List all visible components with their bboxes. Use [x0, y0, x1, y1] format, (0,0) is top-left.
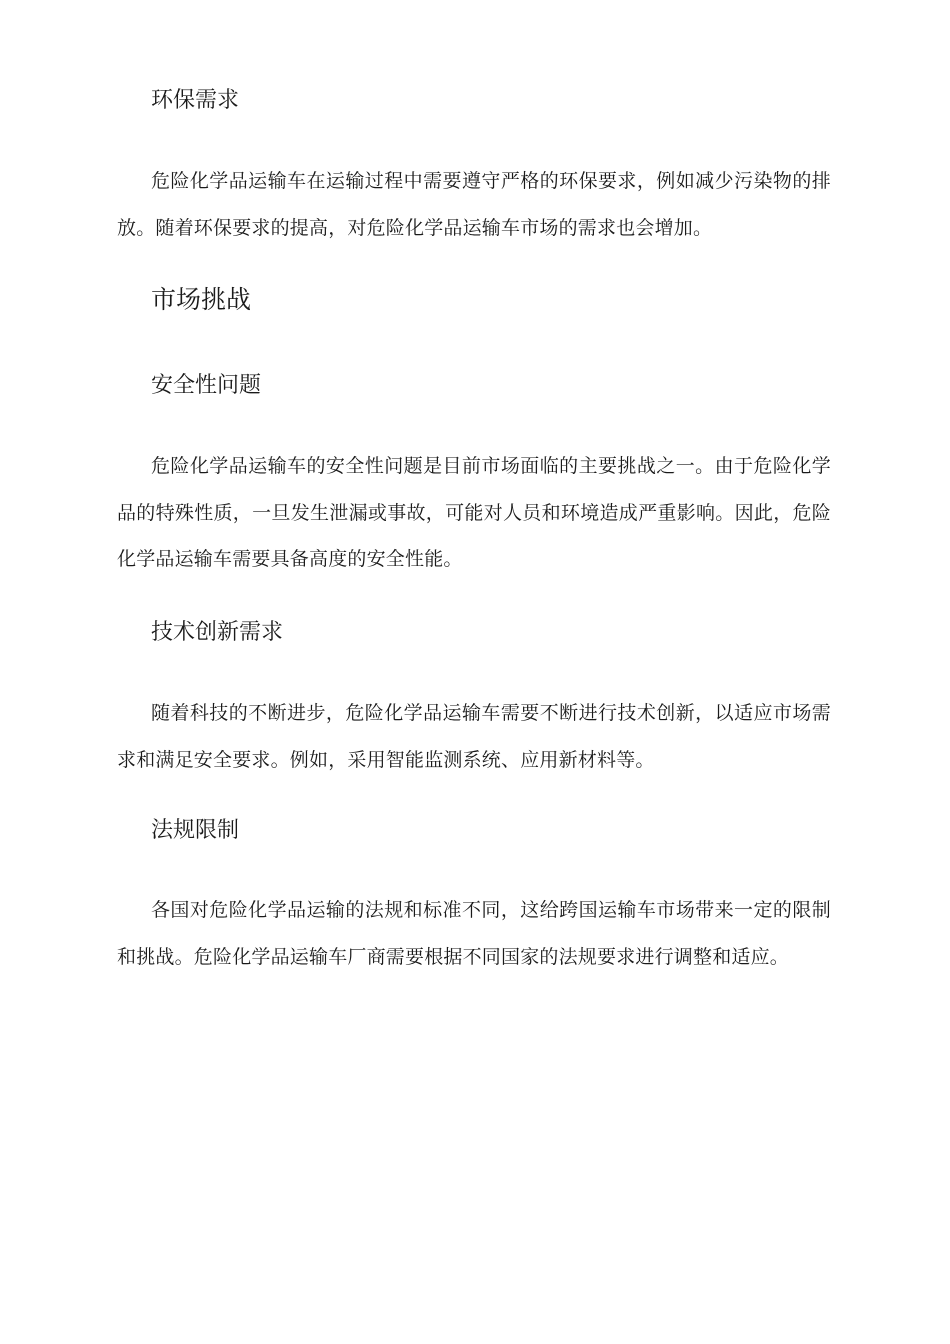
section-heading-env-demand: 环保需求: [151, 88, 240, 113]
paragraph-tech-innovation: 随着科技的不断进步，危险化学品运输车需要不断进行技术创新，以适应市场需求和满足安全要求。例如，采用智能监测系统、应用新材料等。: [117, 702, 831, 771]
section-heading-tech-innovation: 技术创新需求: [151, 620, 284, 645]
section-heading-regulation: 法规限制: [151, 818, 240, 843]
section-heading-market-challenges: 市场挑战: [151, 285, 252, 314]
paragraph-regulation: 各国对危险化学品运输的法规和标准不同，这给跨国运输车市场带来一定的限制和挑战。危险化学品运输车厂商需要根据不同国家的法规要求进行调整和适应。: [117, 899, 831, 968]
paragraph-safety: 危险化学品运输车的安全性问题是目前市场面临的主要挑战之一。由于危险化学品的特殊性质，一旦发生泄漏或事故，可能对人员和环境造成严重影响。因此，危险化学品运输车需要具备高度的安全性能。: [117, 455, 831, 570]
paragraph-env-demand: 危险化学品运输车在运输过程中需要遵守严格的环保要求，例如减少污染物的排放。随着环保要求的提高，对危险化学品运输车市场的需求也会增加。: [117, 170, 831, 239]
section-heading-safety: 安全性问题: [151, 373, 262, 398]
